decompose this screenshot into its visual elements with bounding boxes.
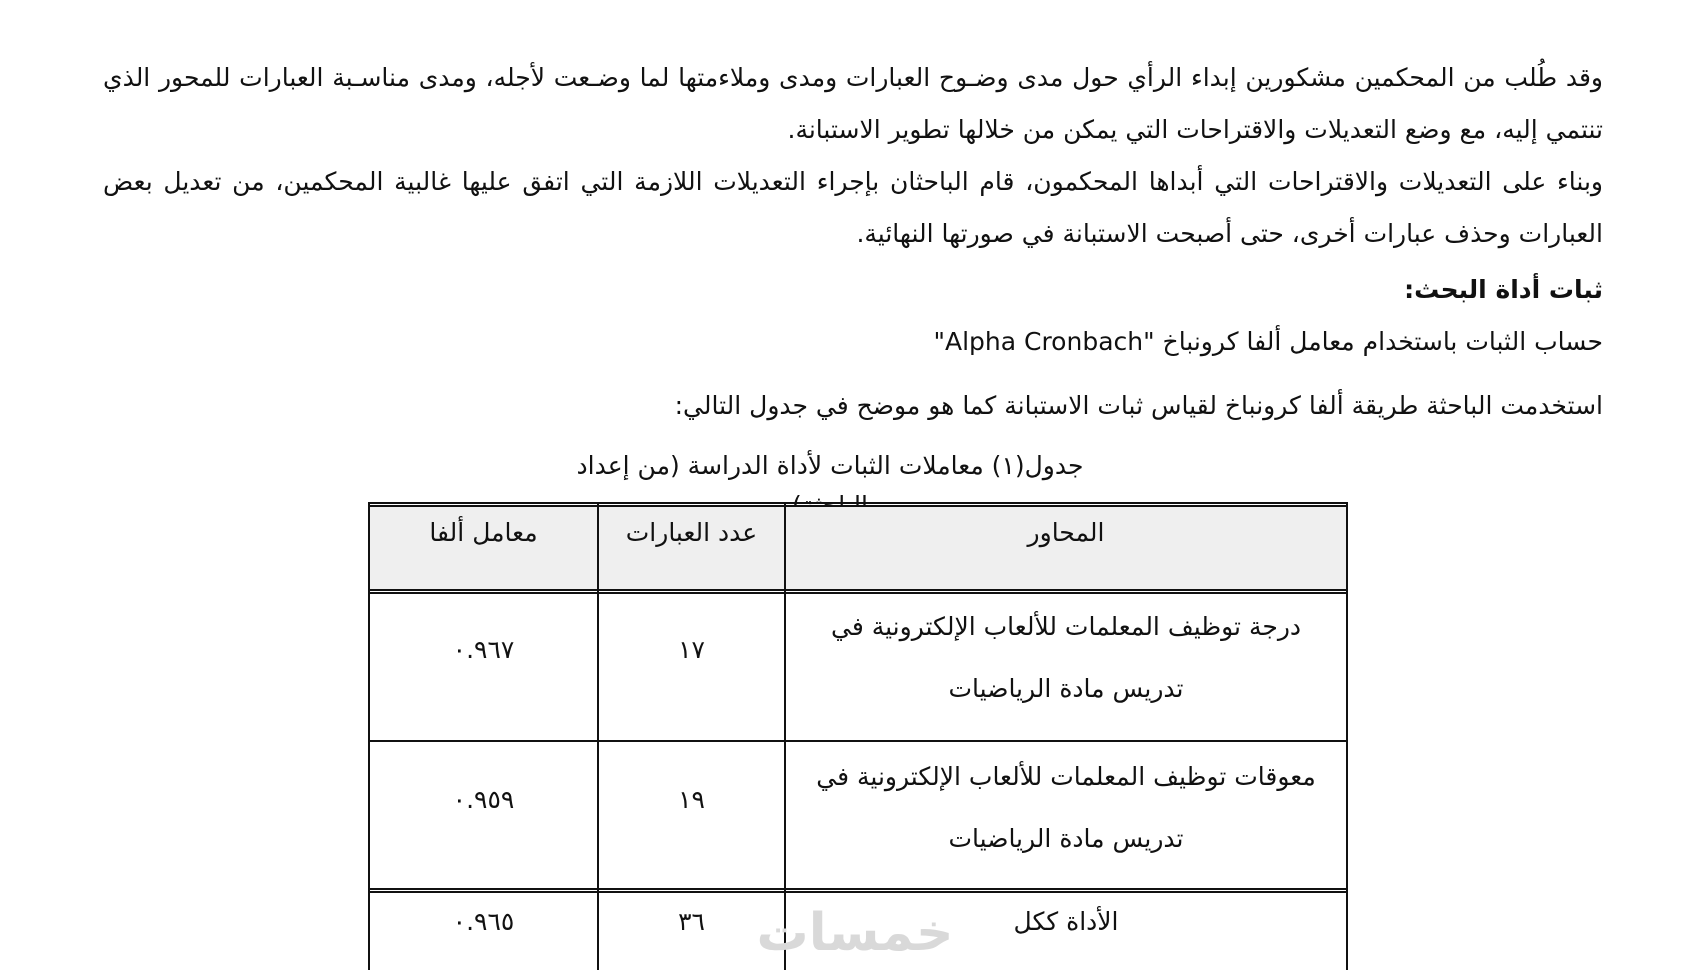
row-2-axis-line-2: تدريس مادة الرياضيات: [948, 824, 1184, 853]
row-3-axis: الأداة ككل: [1013, 907, 1119, 936]
row-2-alpha: ٠.٩٥٩: [452, 785, 515, 814]
paragraph-2-line-1: وبناء على التعديلات والاقتراحات التي أبداها المحكمون، قام الباحثان بإجراء التعديلات اللازمة التي اتفق عليها غالبية المحكمين، من تعديل بعض: [103, 167, 1603, 196]
row-1-count: ١٧: [678, 635, 705, 664]
paragraph-3: حساب الثبات باستخدام معامل ألفا كرونباخ "Alpha Cronbach": [933, 327, 1603, 356]
paragraph-1-line-2: تنتمي إليه، مع وضع التعديلات والاقتراحات التي يمكن من خلالها تطوير الاستبانة.: [787, 115, 1603, 144]
row-1-axis-line-2: تدريس مادة الرياضيات: [948, 674, 1184, 703]
paragraph-4: استخدمت الباحثة طريقة ألفا كرونباخ لقياس ثبات الاستبانة كما هو موضح في جدول التالي:: [674, 391, 1603, 420]
watermark-logo: خمسات: [756, 903, 954, 963]
header-count: عدد العبارات: [625, 518, 758, 547]
row-2-axis-line-1: معوقات توظيف المعلمات للألعاب الإلكترونية في: [816, 762, 1316, 791]
section-heading: ثبات أداة البحث:: [1404, 275, 1603, 304]
header-alpha: معامل ألفا: [429, 518, 538, 547]
row-1-alpha: ٠.٩٦٧: [452, 635, 515, 664]
paragraph-2-line-2: العبارات وحذف عبارات أخرى، حتى أصبحت الاستبانة في صورتها النهائية.: [856, 219, 1603, 248]
row-divider-2: [368, 888, 1348, 893]
header-axes: المحاور: [1027, 518, 1105, 547]
table-header-border: [368, 589, 1348, 594]
row-1-axis-line-1: درجة توظيف المعلمات للألعاب الإلكترونية في: [830, 612, 1302, 641]
row-3-alpha: ٠.٩٦٥: [452, 907, 515, 936]
row-2-count: ١٩: [678, 785, 705, 814]
paragraph-1-line-1: وقد طُلب من المحكمين مشكورين إبداء الرأي حول مدى وضـوح العبارات ومدى وملاءمتها لما وضـعت لأجله، ومدى مناسـبة العبارات للمحور الذي: [103, 63, 1603, 92]
table-caption: جدول(١) معاملات الثبات لأداة الدراسة (من إعداد: [576, 451, 1084, 480]
row-divider-1: [368, 740, 1348, 742]
row-3-count: ٣٦: [678, 907, 705, 936]
table-right-border: [1346, 502, 1348, 970]
